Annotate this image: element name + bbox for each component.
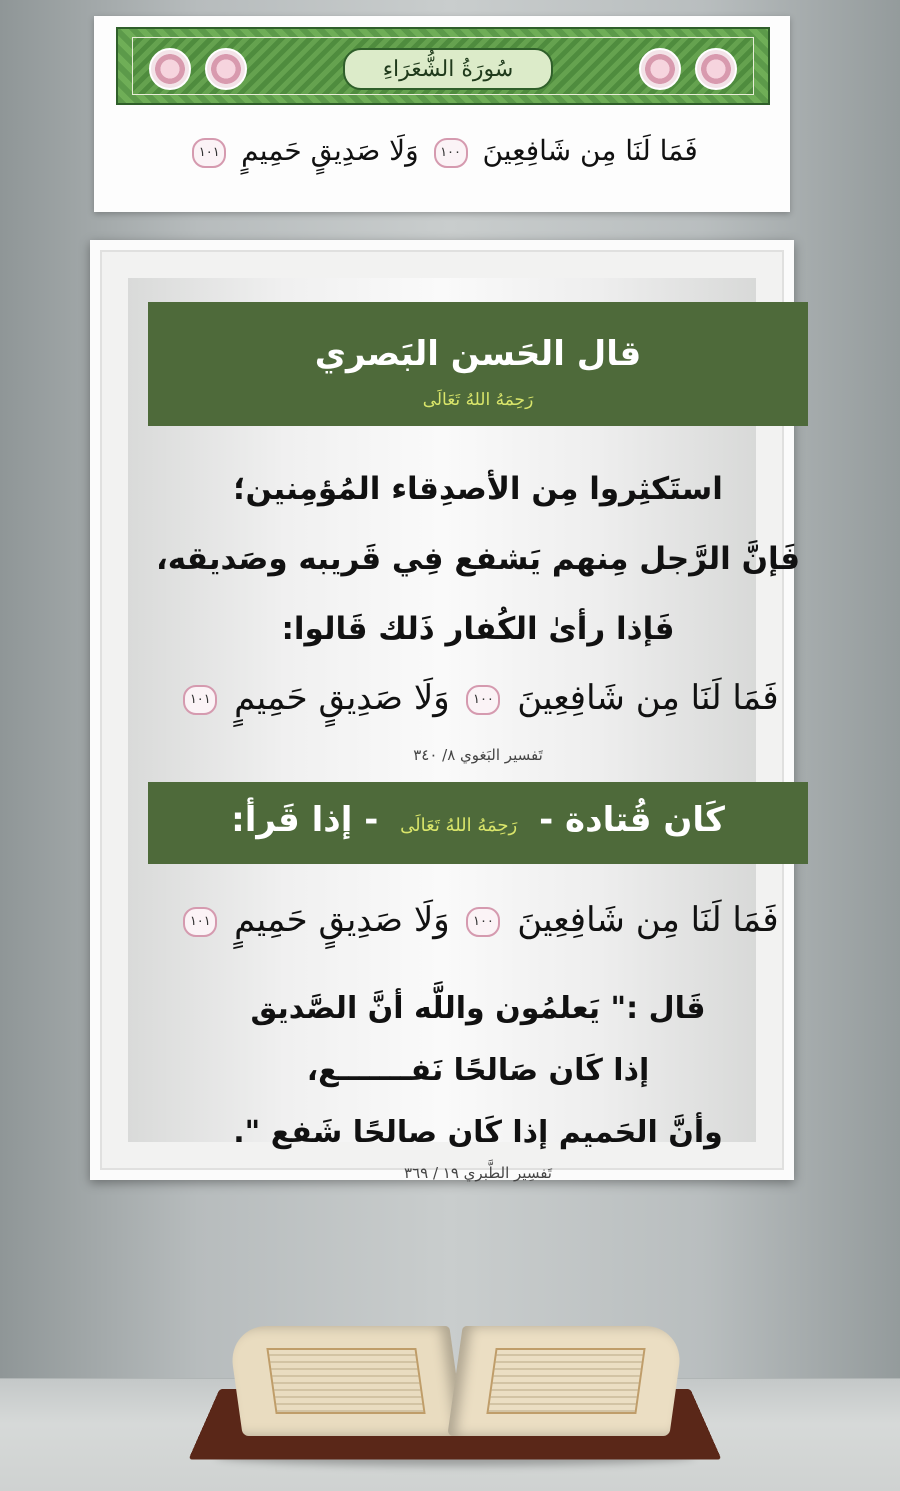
quote-line: وأنَّ الحَميم إذا كَان صالحًا شَفع ".	[233, 1115, 723, 1150]
rosette-ornament-icon	[639, 48, 681, 90]
book-page-right	[447, 1326, 684, 1436]
ayah-number-marker: ١٠٠	[466, 685, 500, 715]
quote-line: إذا كَان صَالحًا نَفـــــــع،	[306, 1053, 650, 1088]
ayah-number-marker: ١٠١	[183, 907, 217, 937]
surah-title-frame	[116, 27, 770, 105]
quote-line: فَإذا رأىٰ الكُفار ذَلك قَالوا:	[281, 611, 675, 647]
quote-line: استَكثِروا مِن الأصدِقاء المُؤمِنين؛	[233, 471, 723, 507]
verse-part-2: وَلَا صَدِيقٍ حَمِيمٍ	[234, 900, 450, 940]
ayah-number-marker: ١٠٠	[434, 138, 468, 168]
book-page-left	[227, 1326, 464, 1436]
verse-text	[148, 678, 808, 718]
open-quran-book-image	[205, 1320, 705, 1470]
source-citation: تَفسير البَغوي ٨/ ٣٤٠	[413, 746, 543, 764]
honorific: رَحِمَهُ اللهُ تَعَالَى	[422, 390, 534, 410]
ayah-number-marker: ١٠١	[183, 685, 217, 715]
verse-text-top	[94, 134, 790, 168]
rosette-ornament-icon	[149, 48, 191, 90]
verse-part-2: وَلَا صَدِيقٍ حَمِيمٍ	[234, 678, 450, 718]
qatada-quote	[148, 978, 808, 1164]
hasan-quote	[148, 454, 808, 664]
qatada-intro	[148, 800, 808, 840]
quote-line: قَال :" يَعلمُون واللَّه أنَّ الصَّديق	[250, 991, 706, 1026]
verse-part-1: فَمَا لَنَا مِن شَافِعِينَ	[517, 900, 779, 940]
poster-frame	[90, 240, 800, 1182]
speaker-band-hasan	[148, 302, 808, 426]
verse-part-2: وَلَا صَدِيقٍ حَمِيمٍ	[241, 134, 419, 167]
quote-line: فَإنَّ الرَّجل مِنهم يَشفع فِي قَريبه وصَديقه،	[155, 541, 800, 577]
surah-ornament	[132, 37, 754, 95]
verse-part-1: فَمَا لَنَا مِن شَافِعِينَ	[482, 134, 698, 167]
ayah-number-marker: ١٠١	[192, 138, 226, 168]
page-text-block	[266, 1348, 425, 1414]
page-text-block	[486, 1348, 645, 1414]
surah-header-card	[94, 16, 790, 212]
verse-part-1: فَمَا لَنَا مِن شَافِعِينَ	[517, 678, 779, 718]
surah-name: سُورَةُ الشُّعَرَاءِ	[343, 48, 553, 90]
ayah-number-marker: ١٠٠	[466, 907, 500, 937]
qatada-intro-start: كَان قُتادة -	[539, 800, 725, 840]
source-citation: تَفسِير الطَّبري ١٩ / ٣٦٩	[404, 1164, 552, 1182]
rosette-ornament-icon	[205, 48, 247, 90]
speaker-name: قال الحَسن البَصري	[314, 334, 642, 374]
qatada-intro-end: - إذا قَرأ:	[231, 800, 379, 840]
honorific: رَحِمَهُ اللهُ تَعَالَى	[400, 815, 518, 836]
rosette-ornament-icon	[695, 48, 737, 90]
poster-content	[128, 278, 800, 1182]
speaker-band-qatada	[148, 782, 808, 864]
verse-text	[148, 900, 808, 940]
